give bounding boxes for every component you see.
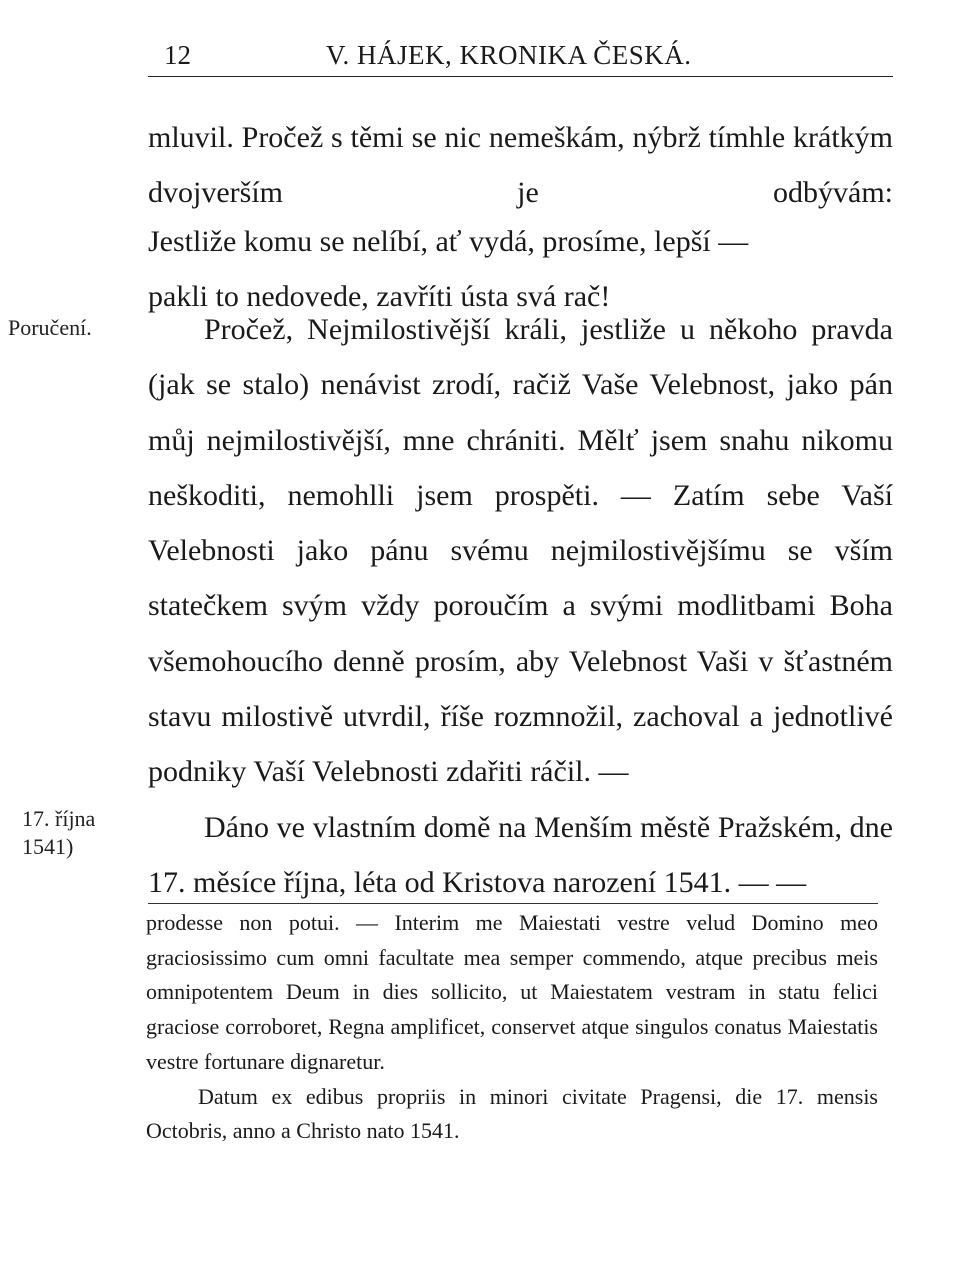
footnote-latin-text: prodesse non potui. — Interim me Maiestati vestre velud Domino meo graciosissimo cum omni facultate mea semper commendo, atque precibus meis omnipotentem Deum in dies sollicito, ut Maiestatem vestram in statu felici graciose corroboret, Regna amplificet, conservet atque singulos conatus Maiestatis vestre fortunare dignaretur. [146,910,878,1074]
header-rule [148,76,893,77]
margin-note-date [22,805,95,861]
main-text-block-2 [148,302,893,910]
margin-note-date-line1: 17. října [22,806,96,831]
paragraph-dating: Dáno ve vlastním domě na Menším městě Pražském, dne 17. měsíce října, léta od Kristova narození 1541. — — [148,810,893,899]
paragraph-intro: mluvil. Pročež s těmi se nic nemeškám, nýbrž tímhle krátkým dvojverším je odbývám: [148,121,893,210]
verse-line-2: pakli to nedovede, zavříti ústa svá rač! [148,280,611,314]
page-number: 12 [164,40,191,70]
footnote-block [146,906,878,1149]
paragraph-commendation: Pročež, Nejmilostivější králi, jestliže u někoho pravda (jak se stalo) nenávist zrodí, račiž Vaše Velebnost, jako pán můj nejmilostivější, mne chrániti. Mělť jsem snahu nikomu neškoditi, nemohlli jsem prospěti. — Zatím sebe Vaší Velebnosti jako pánu svému nejmilostivějšímu se vším statečkem svým vždy poroučím a svými modlitbami Boha všemohoucího denně prosím, aby Velebnost Vaši v šťastném stavu milostivě utvrdil, říše rozmnožil, zachoval a jednotlivé podniky Vaší Velebnosti zdařiti ráčil. — [148,313,893,789]
footnote-rule [148,903,878,904]
page-header [148,40,893,84]
running-title: V. HÁJEK, KRONIKA ČESKÁ. [326,40,692,70]
footnote-latin-dating: Datum ex edibus propriis in minori civitate Pragensi, die 17. mensis Octobris, anno a Christo nato 1541. [146,1083,878,1144]
margin-note-date-line2: 1541) [22,834,74,859]
margin-note-poruceni: Poručení. [8,315,92,340]
verse-line-1: Jestliže komu se nelíbí, ať vydá, prosíme, lepší — [148,225,749,258]
